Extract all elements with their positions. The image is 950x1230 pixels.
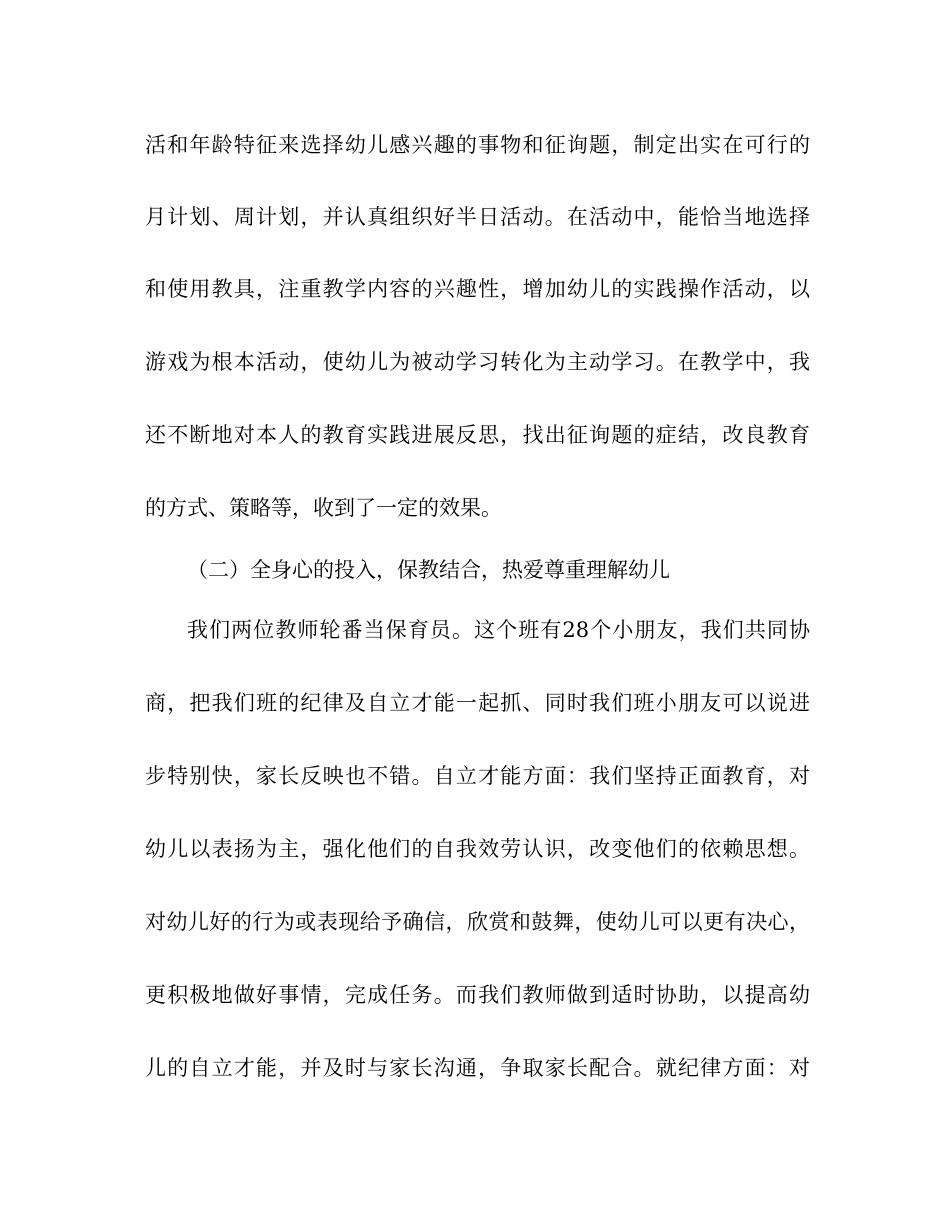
paragraph-2-line-2: 商，把我们班的纪律及自立才能一起抓、同时我们班小朋友可以说进 <box>145 691 810 715</box>
paragraph-2-line-1: 我们两位教师轮番当保育员。这个班有28个小朋友，我们共同协 <box>187 618 810 642</box>
paragraph-2-line-7: 儿的自立才能，并及时与家长沟通，争取家长配合。就纪律方面：对 <box>145 1056 810 1080</box>
paragraph-1-line-1: 活和年龄特征来选择幼儿感兴趣的事物和征询题，制定出实在可行的 <box>145 133 810 157</box>
paragraph-1-line-2: 月计划、周计划，并认真组织好半日活动。在活动中，能恰当地选择 <box>145 205 810 229</box>
paragraph-2-line-3: 步特别快，家长反映也不错。自立才能方面：我们坚持正面教育，对 <box>145 764 810 788</box>
section-heading: （二）全身心的投入，保教结合，热爱尊重理解幼儿 <box>187 558 670 582</box>
paragraph-2-line-5: 对幼儿好的行为或表现给予确信，欣赏和鼓舞，使幼儿可以更有决心， <box>145 910 810 934</box>
paragraph-1-line-6: 的方式、策略等，收到了一定的效果。 <box>145 496 502 520</box>
paragraph-2-line-6: 更积极地做好事情，完成任务。而我们教师做到适时协助，以提高幼 <box>145 983 810 1007</box>
paragraph-1-line-5: 还不断地对本人的教育实践进展反思，找出征询题的症结，改良教育 <box>145 423 810 447</box>
paragraph-2-line-4: 幼儿以表扬为主，强化他们的自我效劳认识，改变他们的依赖思想。 <box>145 837 810 861</box>
paragraph-1-line-3: 和使用教具，注重教学内容的兴趣性，增加幼儿的实践操作活动，以 <box>145 277 810 301</box>
paragraph-1-line-4: 游戏为根本活动，使幼儿为被动学习转化为主动学习。在教学中，我 <box>145 350 810 374</box>
